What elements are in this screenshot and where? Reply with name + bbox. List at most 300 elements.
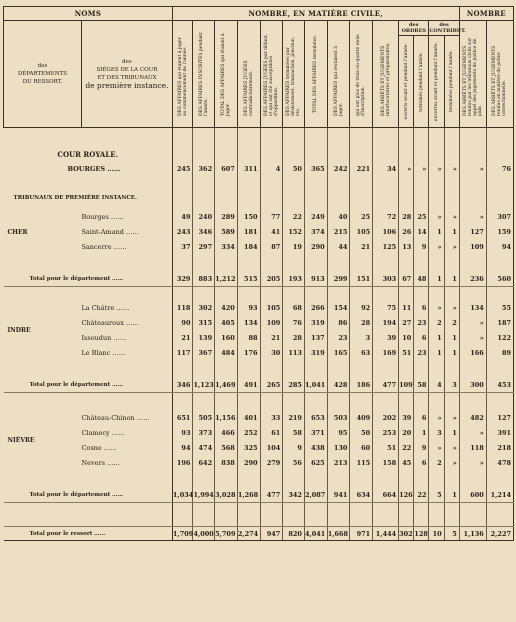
tribunal-cell: » <box>444 301 459 316</box>
tribunal-cell: 21 <box>172 331 193 346</box>
department-total-cell: 1 <box>429 273 444 287</box>
tribunal-cell: 25 <box>414 210 429 225</box>
tribunal-cell: 589 <box>215 225 238 240</box>
table-row <box>4 210 514 225</box>
tribunal-cell: 77 <box>260 210 283 225</box>
tribunal-cell: 194 <box>373 316 399 331</box>
tribunal-cell: 240 <box>193 210 215 225</box>
tribunal-cell: 169 <box>373 346 399 361</box>
department-total-cell: 913 <box>304 273 327 287</box>
tribunal-cell: 68 <box>283 301 305 316</box>
tribunal-cell: 49 <box>172 210 193 225</box>
ressort-total-cell: 820 <box>283 527 305 541</box>
tribunal-cell: 105 <box>260 301 283 316</box>
tribunal-cell: 9 <box>414 240 429 255</box>
ressort-total-cell: 971 <box>350 527 373 541</box>
tribunal-cell: 651 <box>172 411 193 426</box>
tribunal-cell: 50 <box>350 426 373 441</box>
contributions-header: des CONTRIBUT. <box>429 22 466 34</box>
department-total-cell: 329 <box>172 273 193 287</box>
tribunal-cell: » <box>429 441 444 456</box>
cour-royale-cell: 76 <box>486 162 513 176</box>
department-total-cell: 300 <box>459 379 486 393</box>
tribunal-cell: 11 <box>399 301 414 316</box>
tribunal-cell: » <box>429 210 444 225</box>
tribunal-name: Clamecy …… <box>81 426 172 441</box>
cour-royale-heading-label: COUR ROYALE. <box>57 150 119 159</box>
tribunal-cell: 63 <box>350 346 373 361</box>
tribunal-cell: 253 <box>373 426 399 441</box>
tribunal-cell: 137 <box>304 331 327 346</box>
tribunal-cell: 104 <box>260 441 283 456</box>
cour-royale-cell: 4 <box>260 162 283 176</box>
department-total-cell: 346 <box>172 379 193 393</box>
cour-royale-cell: » <box>399 162 414 176</box>
ordres-header: des ORDRES <box>399 21 429 36</box>
tribunal-cell: 154 <box>327 301 350 316</box>
tribunal-cell: 51 <box>399 346 414 361</box>
ressort-total-cell: 1,668 <box>327 527 350 541</box>
col-header-7: TOTAL DES AFFAIRES terminées. <box>304 21 327 128</box>
tribunal-name: Bourges …… <box>81 210 172 225</box>
department-total-cell: 109 <box>399 379 414 393</box>
cour-royale-cell: 221 <box>350 162 373 176</box>
tribunal-cell: 249 <box>304 210 327 225</box>
tribunal-cell: 37 <box>172 240 193 255</box>
tribunal-cell: 89 <box>486 346 513 361</box>
tribunal-cell: 75 <box>373 301 399 316</box>
department-total-cell: 22 <box>414 489 429 503</box>
tribunal-cell: » <box>459 426 486 441</box>
tribunal-cell: 505 <box>193 411 215 426</box>
col-header-1: DES AFFAIRES qui étaient à juger au commencement de l'année. <box>172 21 193 128</box>
tribunal-cell: 117 <box>172 346 193 361</box>
tribunal-cell: 93 <box>237 301 260 316</box>
tribunal-cell: 346 <box>193 225 215 240</box>
tribunal-cell: 315 <box>193 316 215 331</box>
tribunal-cell: 39 <box>399 411 414 426</box>
tribunal-cell: 1 <box>444 426 459 441</box>
department-total-row <box>4 489 514 503</box>
total-label: Total pour le département …… <box>4 489 173 503</box>
tribunal-cell: 438 <box>304 441 327 456</box>
tribunal-cell: 367 <box>193 346 215 361</box>
tribunal-cell: 87 <box>260 240 283 255</box>
tribunal-cell: 181 <box>237 225 260 240</box>
department-total-cell: 600 <box>459 489 486 503</box>
spacer-row <box>4 287 514 301</box>
tribunal-cell: » <box>429 240 444 255</box>
department-total-cell: 3 <box>444 379 459 393</box>
noms-header: NOMS <box>4 7 173 21</box>
tribunal-cell: 95 <box>327 426 350 441</box>
department-total-cell: 1,268 <box>237 489 260 503</box>
cour-royale-cell: 365 <box>304 162 327 176</box>
tribunal-cell: 1 <box>429 225 444 240</box>
tribunal-cell: 1 <box>414 426 429 441</box>
department-total-cell: 265 <box>260 379 283 393</box>
tribunal-cell: 152 <box>283 225 305 240</box>
cour-royale-cell: 245 <box>172 162 193 176</box>
col-header-5: DES AFFAIRES JUGÉES par défaut, et qui ont été susceptibles d'opposition. <box>260 21 283 128</box>
nombre-header: NOMBRE <box>459 7 513 21</box>
tribunal-cell: 105 <box>350 225 373 240</box>
tribunal-cell: 125 <box>373 240 399 255</box>
tribunal-cell: 290 <box>304 240 327 255</box>
col-header-10: DES ARRÊTS ET JUGEMENTS interlocutoires et préparatoires. <box>373 21 399 128</box>
tribunal-cell: 289 <box>215 210 238 225</box>
tribunal-cell: 1 <box>444 346 459 361</box>
tribunal-cell: 130 <box>327 441 350 456</box>
tribunal-cell: 86 <box>327 316 350 331</box>
ressort-total-cell: 4,041 <box>304 527 327 541</box>
tribunal-cell: 88 <box>237 331 260 346</box>
nombre-civile-header: NOMBRE, EN MATIÈRE CIVILE, <box>172 7 459 21</box>
tribunal-cell: 115 <box>350 456 373 471</box>
tribunal-cell: 113 <box>283 346 305 361</box>
department-total-cell: 4 <box>429 379 444 393</box>
department-total-cell: 186 <box>350 379 373 393</box>
tribunal-cell: 60 <box>350 441 373 456</box>
tribunal-cell: 26 <box>399 225 414 240</box>
tribunal-cell: 1 <box>444 225 459 240</box>
tribunal-cell: 134 <box>459 301 486 316</box>
tribunal-cell: 76 <box>283 316 305 331</box>
department-total-cell: 1 <box>444 489 459 503</box>
ressort-total-cell: 2,227 <box>486 527 513 541</box>
cour-royale-cell: 362 <box>193 162 215 176</box>
tribunal-cell: 21 <box>260 331 283 346</box>
tribunal-cell: 405 <box>215 316 238 331</box>
premiere-instance-label: de première instance. <box>85 81 169 90</box>
tribunal-cell: 109 <box>459 240 486 255</box>
department-total-cell: 1,214 <box>486 489 513 503</box>
col-header-3: TOTAL DES AFFAIRES qui étaient à juger. <box>215 21 238 128</box>
tribunal-cell: 3 <box>350 331 373 346</box>
tribunal-cell: 218 <box>486 441 513 456</box>
spacer-row <box>4 471 514 489</box>
tribunal-cell: 196 <box>172 456 193 471</box>
table-row <box>4 301 514 316</box>
cour-royale-cell: » <box>414 162 429 176</box>
tribunal-cell: 19 <box>283 240 305 255</box>
tribunal-cell: 72 <box>373 210 399 225</box>
ressort-total-cell: 10 <box>429 527 444 541</box>
cour-royale-cell: » <box>429 162 444 176</box>
department-total-cell: 1,041 <box>304 379 327 393</box>
tribunal-cell: 568 <box>215 441 238 456</box>
tribunal-cell: 23 <box>414 316 429 331</box>
tribunal-cell: 297 <box>193 240 215 255</box>
tribunal-cell: 25 <box>350 210 373 225</box>
departements-header <box>4 21 82 128</box>
col-header-2: DES AFFAIRES INSCRITES pendant l'année. <box>193 21 215 128</box>
table-body <box>4 128 514 541</box>
tribunal-cell: 420 <box>215 301 238 316</box>
cour-royale-cell: » <box>444 162 459 176</box>
tribunal-cell: 290 <box>237 456 260 471</box>
tribunal-cell: 391 <box>486 426 513 441</box>
department-total-cell: 151 <box>350 273 373 287</box>
ressort-total-cell: 2,274 <box>237 527 260 541</box>
tribunal-cell: 374 <box>304 225 327 240</box>
department-name: NIÈVRE <box>7 437 35 444</box>
tribunal-cell: 23 <box>327 331 350 346</box>
department-total-cell: 491 <box>237 379 260 393</box>
tribunal-cell: 503 <box>327 411 350 426</box>
tribunal-cell: 28 <box>399 210 414 225</box>
tribunal-name: Sancerre …… <box>81 240 172 255</box>
department-total-cell: 560 <box>486 273 513 287</box>
tribunal-cell: 94 <box>486 240 513 255</box>
tribunal-cell: 482 <box>459 411 486 426</box>
tribunal-cell: 9 <box>414 441 429 456</box>
tribunal-cell: 93 <box>172 426 193 441</box>
tribunaux-header-label: ET DES TRIBUNAUX <box>97 75 157 81</box>
cour-royale-cell: 34 <box>373 162 399 176</box>
tribunal-cell: 134 <box>237 316 260 331</box>
ressort-total-cell: 5,709 <box>215 527 238 541</box>
tribunal-cell: 319 <box>304 316 327 331</box>
sieges-header <box>81 21 172 128</box>
des-right-label: des <box>122 59 132 65</box>
tribunal-cell: 2 <box>429 456 444 471</box>
civil-statistics-table <box>3 6 514 541</box>
tribunal-cell: 215 <box>327 225 350 240</box>
tribunal-cell: 642 <box>193 456 215 471</box>
department-total-cell: 1,123 <box>193 379 215 393</box>
ressort-total-cell: 4,000 <box>193 527 215 541</box>
tribunal-cell: 184 <box>237 240 260 255</box>
col-header-16: DES ARRÊTS ET JUGEMENTS rendus en matière de police correctionnelle. <box>486 21 513 128</box>
ressort-total-cell: 947 <box>260 527 283 541</box>
tribunal-cell: 122 <box>486 331 513 346</box>
tribunal-cell: 653 <box>304 411 327 426</box>
department-total-cell: 236 <box>459 273 486 287</box>
spacer-row <box>4 176 514 192</box>
tribunal-cell: » <box>429 301 444 316</box>
tribunal-cell: 371 <box>304 426 327 441</box>
tribunal-cell: » <box>444 240 459 255</box>
ressort-total-cell: 1,444 <box>373 527 399 541</box>
department-total-cell: 428 <box>327 379 350 393</box>
tribunal-cell: 9 <box>283 441 305 456</box>
cour-royale-cell: 50 <box>283 162 305 176</box>
tribunal-cell: 1,156 <box>215 411 238 426</box>
tribunal-cell: 94 <box>172 441 193 456</box>
du-ressort-label: DU RESSORT. <box>22 79 63 85</box>
tribunal-cell: » <box>444 210 459 225</box>
department-total-cell: 453 <box>486 379 513 393</box>
tribunal-cell: 252 <box>237 426 260 441</box>
tribunal-name: Nevers …… <box>81 456 172 471</box>
department-total-row <box>4 273 514 287</box>
tribunal-cell: 266 <box>304 301 327 316</box>
total-label: Total pour le département …… <box>4 379 173 393</box>
tribunal-cell: 165 <box>327 346 350 361</box>
tribunal-cell: 28 <box>350 316 373 331</box>
tribunal-name: Châteauroux …… <box>81 316 172 331</box>
department-total-cell: 1,469 <box>215 379 238 393</box>
tribunal-cell: 279 <box>260 456 283 471</box>
tribunal-cell: 401 <box>237 411 260 426</box>
tribunal-cell: 176 <box>237 346 260 361</box>
tribunal-cell: 484 <box>215 346 238 361</box>
tribunal-cell: 118 <box>459 441 486 456</box>
tribunal-cell: 10 <box>399 331 414 346</box>
tribunal-cell: » <box>444 441 459 456</box>
spacer-row <box>4 361 514 379</box>
tribunal-cell: 6 <box>414 411 429 426</box>
col-header-13: ouvertes avant et pendant l'année. <box>429 36 444 128</box>
tribunal-name: Cosne …… <box>81 441 172 456</box>
tribunal-cell: 243 <box>172 225 193 240</box>
total-label: Total pour le département …… <box>4 273 173 287</box>
tribunal-cell: 45 <box>399 456 414 471</box>
tribunal-cell: 23 <box>414 346 429 361</box>
tribunal-cell: 127 <box>459 225 486 240</box>
tribunal-cell: 109 <box>260 316 283 331</box>
tribunal-cell: 373 <box>193 426 215 441</box>
spacer-row <box>4 128 514 148</box>
tribunaux-heading-label: TRIBUNAUX DE PREMIÈRE INSTANCE. <box>13 194 137 201</box>
tribunal-cell: 1 <box>429 331 444 346</box>
tribunal-cell: 44 <box>327 240 350 255</box>
tribunal-cell: 158 <box>373 456 399 471</box>
tribunal-cell: » <box>459 316 486 331</box>
department-total-cell: 205 <box>260 273 283 287</box>
ressort-total-cell: 1,709 <box>172 527 193 541</box>
table-row <box>4 411 514 426</box>
department-total-cell: 515 <box>237 273 260 287</box>
tribunal-cell: 1 <box>429 346 444 361</box>
tribunal-name: Issoudun …… <box>81 331 172 346</box>
department-total-cell: 48 <box>414 273 429 287</box>
tribunal-cell: 33 <box>260 411 283 426</box>
tribunal-cell: 56 <box>283 456 305 471</box>
tribunal-name: Château-Chinon …… <box>81 411 172 426</box>
tribunal-cell: » <box>444 456 459 471</box>
tribunal-cell: 159 <box>486 225 513 240</box>
col-header-4: DES AFFAIRES JUGÉES contradictoirement. <box>237 21 260 128</box>
tribunal-cell: 409 <box>350 411 373 426</box>
department-name: INDRE <box>7 327 31 334</box>
tribunal-cell: 3 <box>429 426 444 441</box>
tribunal-cell: 127 <box>486 411 513 426</box>
tribunal-name: Saint-Amand …… <box>81 225 172 240</box>
tribunal-cell: 307 <box>486 210 513 225</box>
tribunal-cell: 20 <box>399 426 414 441</box>
department-total-cell: 1,034 <box>172 489 193 503</box>
tribunal-cell: 302 <box>193 301 215 316</box>
department-total-cell: 58 <box>414 379 429 393</box>
ressort-total-cell: 128 <box>414 527 429 541</box>
tribunal-cell: 160 <box>215 331 238 346</box>
departements-label: DÉPARTEMENTS <box>17 71 68 77</box>
tribunal-cell: 466 <box>215 426 238 441</box>
tribunal-cell: 22 <box>283 210 305 225</box>
tribunal-cell: » <box>429 411 444 426</box>
department-total-cell: 477 <box>373 379 399 393</box>
department-total-cell: 285 <box>283 379 305 393</box>
tribunal-cell: 150 <box>237 210 260 225</box>
department-total-cell: 634 <box>350 489 373 503</box>
tribunal-cell: 106 <box>373 225 399 240</box>
tribunal-cell: 61 <box>260 426 283 441</box>
ressort-total-cell: 5 <box>444 527 459 541</box>
tribunal-cell: 40 <box>327 210 350 225</box>
tribunal-cell: 219 <box>283 411 305 426</box>
department-total-cell: 1,994 <box>193 489 215 503</box>
tribunaux-heading <box>4 192 514 204</box>
spacer-row <box>4 393 514 411</box>
department-total-cell: 342 <box>283 489 305 503</box>
tribunal-cell: » <box>459 331 486 346</box>
tribunal-cell: 625 <box>304 456 327 471</box>
col-header-11: ouverts avant et pendant l'année. <box>399 36 414 128</box>
cour-royale-cell: 607 <box>215 162 238 176</box>
department-total-cell: 883 <box>193 273 215 287</box>
cour-royale-heading <box>4 148 514 162</box>
tribunal-cell: 2 <box>444 316 459 331</box>
department-total-cell: 2,087 <box>304 489 327 503</box>
tribunal-cell: 187 <box>486 316 513 331</box>
table-row <box>4 162 514 176</box>
tribunal-cell: 30 <box>260 346 283 361</box>
department-total-cell: 299 <box>327 273 350 287</box>
tribunal-cell: 14 <box>414 225 429 240</box>
tribunal-cell: » <box>459 456 486 471</box>
tribunal-cell: 478 <box>486 456 513 471</box>
tribunal-cell: 90 <box>172 316 193 331</box>
tribunal-cell: 1 <box>444 331 459 346</box>
department-total-cell: 664 <box>373 489 399 503</box>
department-total-cell: 303 <box>373 273 399 287</box>
ressort-total-cell: 1,136 <box>459 527 486 541</box>
cour-royale-cell: 242 <box>327 162 350 176</box>
ressort-total-row <box>4 527 514 541</box>
tribunal-cell: 28 <box>283 331 305 346</box>
department-total-cell: 67 <box>399 273 414 287</box>
department-total-cell: 941 <box>327 489 350 503</box>
tribunal-cell: 13 <box>399 240 414 255</box>
tribunal-cell: 166 <box>459 346 486 361</box>
tribunal-cell: 6 <box>414 456 429 471</box>
tribunal-cell: 39 <box>373 331 399 346</box>
department-total-cell: 3,028 <box>215 489 238 503</box>
sieges-label: SIÉGES DE LA COUR <box>96 67 158 73</box>
tribunal-cell: 41 <box>260 225 283 240</box>
tribunal-cell: 319 <box>304 346 327 361</box>
tribunal-cell: 325 <box>237 441 260 456</box>
tribunal-name: La Châtre …… <box>81 301 172 316</box>
col-header-15: DES ARRÊTS ET JUGEMENTS rendus par les tribunaux civils sur appel des jugements de justice de paix. <box>459 21 486 128</box>
department-total-cell: 1,212 <box>215 273 238 287</box>
cour-royale-cell: 311 <box>237 162 260 176</box>
tribunal-cell: 92 <box>350 301 373 316</box>
tribunal-cell: 838 <box>215 456 238 471</box>
col-header-9: qui ont plus de trois ou quatre mois d'inscription. <box>350 21 373 128</box>
tribunal-cell: 21 <box>350 240 373 255</box>
spacer-row <box>4 255 514 273</box>
table-header <box>4 7 514 128</box>
col-header-12: terminés pendant l'année. <box>414 36 429 128</box>
des-left-label: des <box>37 63 48 69</box>
department-total-cell: 5 <box>429 489 444 503</box>
ressort-total-cell: 302 <box>399 527 414 541</box>
tribunal-cell: 2 <box>429 316 444 331</box>
department-total-row <box>4 379 514 393</box>
